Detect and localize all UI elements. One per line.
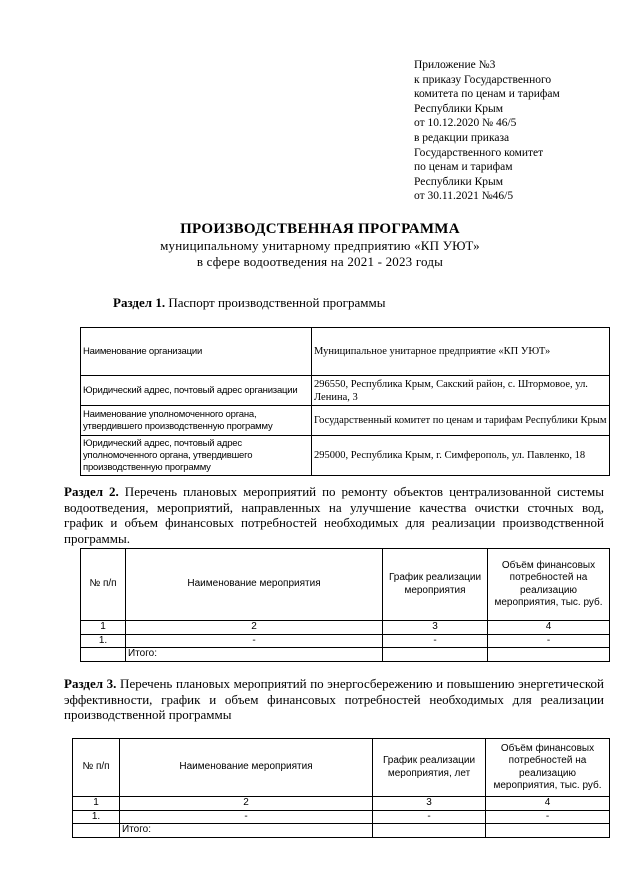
table-row xyxy=(81,436,610,476)
table-cell: - xyxy=(120,810,373,824)
table-header-row xyxy=(81,549,610,621)
table-cell: 4 xyxy=(488,621,610,635)
table-cell xyxy=(373,824,486,838)
table-cell: 3 xyxy=(383,621,488,635)
table-cell: - xyxy=(373,810,486,824)
title-line-2: муниципальному унитарному предприятию «КП УЮТ» xyxy=(160,238,480,253)
table-cell: 1 xyxy=(81,621,126,635)
table-cell xyxy=(488,648,610,662)
column-header: График реализации мероприятия, лет xyxy=(373,739,486,797)
table-row xyxy=(81,328,610,376)
appendix-line: Приложение №3 xyxy=(414,59,496,71)
section-2-table xyxy=(80,548,610,662)
table-row xyxy=(73,810,610,824)
appendix-line: Республики Крым xyxy=(414,102,503,115)
appendix-line: в редакции приказа xyxy=(414,131,510,144)
column-header: Объём финансовых потребностей на реализацию мероприятия, тыс. руб. xyxy=(486,739,610,797)
passport-value: 295000, Республика Крым, г. Симферополь, ул. Павленко, 18 xyxy=(312,436,610,476)
passport-key: Наименование организации xyxy=(81,328,312,376)
section-3-paragraph xyxy=(64,676,604,723)
appendix-line: комитета по ценам и тарифам xyxy=(414,88,560,101)
passport-key: Юридический адрес, почтовый адрес организации xyxy=(81,376,312,406)
table-cell: 2 xyxy=(120,797,373,811)
column-header: График реализации мероприятия xyxy=(383,549,488,621)
passport-key: Наименование уполномоченного органа, утвердившего производственную программу xyxy=(81,406,312,436)
table-cell xyxy=(81,648,126,662)
table-cell: 4 xyxy=(486,797,610,811)
table-cell: - xyxy=(486,810,610,824)
passport-value: 296550, Республика Крым, Сакский район, с. Штормовое, ул. Ленина, 3 xyxy=(312,376,610,406)
table-row xyxy=(81,376,610,406)
table-row xyxy=(81,406,610,436)
table-cell: - xyxy=(488,634,610,648)
column-header: Наименование мероприятия xyxy=(120,739,373,797)
column-header: № п/п xyxy=(81,549,126,621)
table-row xyxy=(73,797,610,811)
section-3-label: Раздел 3. xyxy=(64,676,117,691)
passport-value: Муниципальное унитарное предприятие «КП УЮТ» xyxy=(312,328,610,376)
appendix-line: к приказу Государственного xyxy=(414,73,552,86)
appendix-line: от 30.11.2021 №46/5 xyxy=(414,190,514,203)
section-3-table xyxy=(72,738,610,838)
table-cell: 1 xyxy=(73,797,120,811)
table-cell: 2 xyxy=(126,621,383,635)
appendix-line: от 10.12.2020 № 46/5 xyxy=(414,117,517,130)
column-header: Объём финансовых потребностей на реализацию мероприятия, тыс. руб. xyxy=(488,549,610,621)
column-header: № п/п xyxy=(73,739,120,797)
column-header: Наименование мероприятия xyxy=(126,549,383,621)
section-1-heading xyxy=(113,295,385,311)
table-row xyxy=(81,621,610,635)
passport-value: Государственный комитет по ценам и тарифам Республики Крым xyxy=(312,406,610,436)
table-cell xyxy=(383,648,488,662)
section-2-text: Перечень плановых мероприятий по ремонту объектов централизованной системы водоотведения, мероприятий, направленных на улучшение качества очистки сточных вод, график и объем финансовых потребностей необходимых для реализации производственной программы. xyxy=(64,484,604,546)
section-1-label: Раздел 1. xyxy=(113,295,166,310)
table-cell: - xyxy=(126,634,383,648)
section-2-paragraph xyxy=(64,484,604,546)
total-label: Итого: xyxy=(126,648,383,662)
title-line-3: в сфере водоотведения на 2021 - 2023 годы xyxy=(196,254,444,269)
passport-key: Юридический адрес, почтовый адрес уполномоченного органа, утвердившего производственную программу xyxy=(81,436,312,476)
passport-table xyxy=(80,327,610,476)
table-cell: 3 xyxy=(373,797,486,811)
section-3-text: Перечень плановых мероприятий по энергосбережению и повышению энергетической эффективности, график и объем финансовых потребностей необходимых для реализации производственной программы xyxy=(64,676,604,722)
appendix-note xyxy=(414,58,560,204)
title-main: ПРОИЗВОДСТВЕННАЯ ПРОГРАММА xyxy=(180,221,460,237)
table-cell xyxy=(73,824,120,838)
table-cell: - xyxy=(383,634,488,648)
appendix-line: Государственного комитет xyxy=(414,146,544,159)
table-row xyxy=(81,634,610,648)
table-row xyxy=(81,648,610,662)
appendix-line: по ценам и тарифам xyxy=(414,161,513,174)
table-cell: 1. xyxy=(81,634,126,648)
section-1-text: Паспорт производственной программы xyxy=(165,295,386,310)
section-2-label: Раздел 2. xyxy=(64,484,119,499)
table-row xyxy=(73,824,610,838)
table-cell: 1. xyxy=(73,810,120,824)
table-cell xyxy=(486,824,610,838)
table-header-row xyxy=(73,739,610,797)
document-title xyxy=(0,220,640,270)
appendix-line: Республики Крым xyxy=(414,175,503,188)
total-label: Итого: xyxy=(120,824,373,838)
